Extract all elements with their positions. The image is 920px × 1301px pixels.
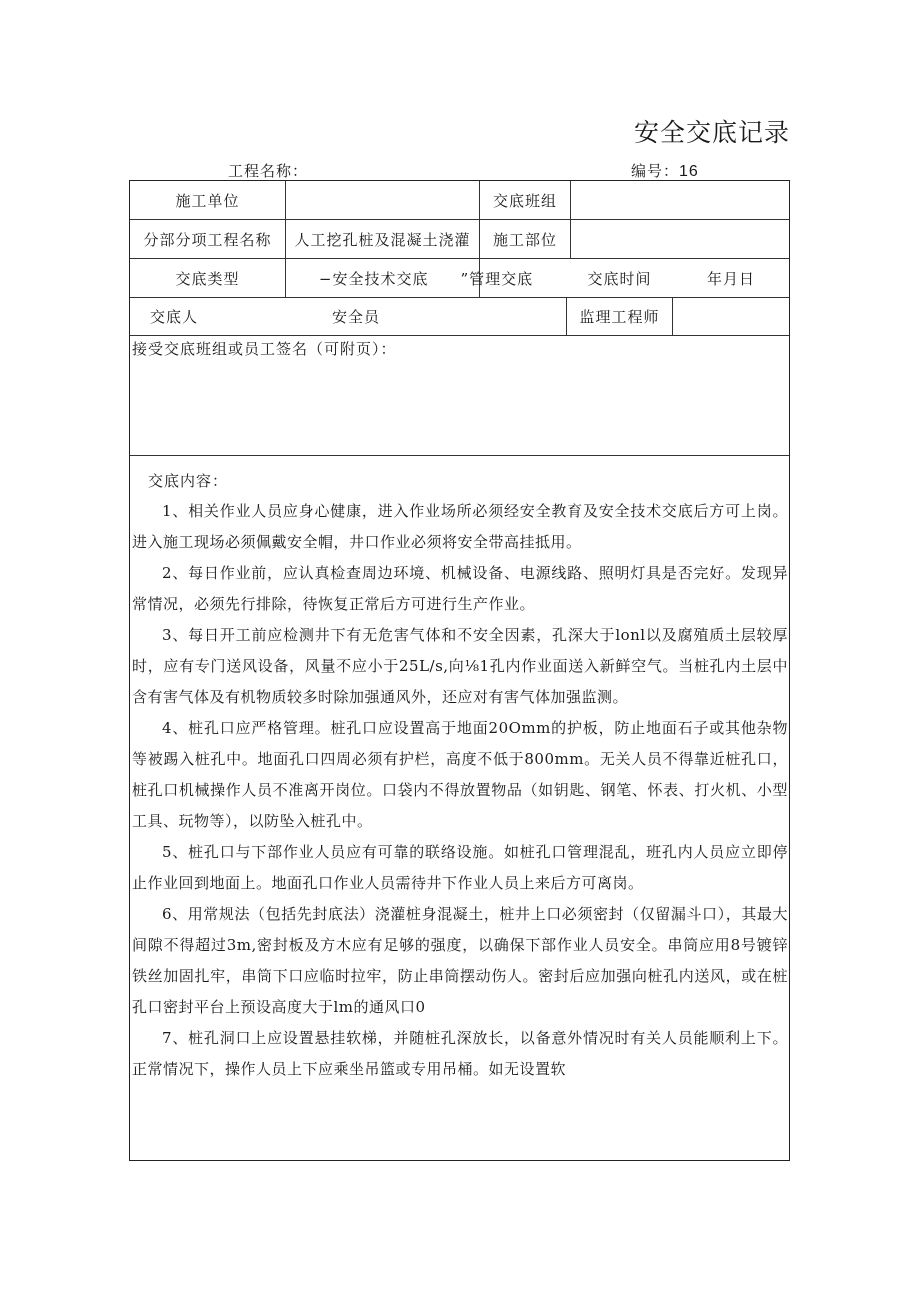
label-briefing-type: 交底类型 [175,269,240,288]
value-sub-project-name: 人工挖孔桩及混凝土浇灌 [294,230,471,249]
record-form [129,180,790,1161]
value-briefing-type: −安全技术交底 ”管理交底 [318,269,534,288]
label-briefing-team: 交底班组 [492,191,557,210]
content-heading: 交底内容： [148,472,229,490]
label-construction-unit: 施工单位 [175,191,240,210]
number-label: 编号： [631,162,680,180]
row-divider [130,335,789,336]
content-paragraph: 2、每日作业前，应认真检查周边环境、机械设备、电源线路、照明灯具是否完好。发现异常情况，必须先行排除，待恢复正常后方可进行生产作业。 [132,564,788,613]
content-paragraph: 4、桩孔口应严格管理。桩孔口应设置高于地面20Omm的护板，防止地面石子或其他杂物等被踢入桩孔中。地面孔口四周必须有护栏，高度不低于800mm。无关人员不得靠近桩孔口，桩孔口机械操作人员不准离开岗位。口袋内不得放置物品（如钥匙、钢笔、怀表、打火机、小型工具、玩物等），以防坠入桩孔中。 [132,719,788,830]
content-paragraph: 7、桩孔洞口上应设置悬挂软梯，并随桩孔深放长，以备意外情况时有关人员能顺利上下。正常情况下，操作人员上下应乘坐吊篮或专用吊桶。如无设置软 [132,1029,788,1078]
value-construction-unit [286,181,479,219]
value-construction-location [571,220,789,258]
content-paragraph: 1、相关作业人员应身心健康，进入作业场所必须经安全教育及安全技术交底后方可上岗。进入施工现场必须佩戴安全帽，井口作业必须将安全带高挂抵用。 [132,502,788,551]
value-briefing-time: 年月日 [706,269,755,288]
label-briefer: 交底人 [150,308,199,326]
value-briefing-team [571,181,789,219]
label-sub-project-name: 分部分项工程名称 [143,230,272,249]
label-construction-location: 施工部位 [492,230,557,249]
content-paragraph: 3、每日开工前应检测井下有无危害气体和不安全因素，孔深大于lonl以及腐殖质土层较厚时，应有专门送风设备，风量不应小于25L/s,向⅛1孔内作业面送入新鲜空气。当桩孔内土层中含有害气体及有机物质较多时除加强通风外，还应对有害气体加强监测。 [132,626,788,706]
value-briefer: 安全员 [331,308,380,326]
signature-label: 接受交底班组或员工签名（可附页）： [132,340,397,358]
briefing-content [132,466,788,1085]
document-number [631,160,699,181]
label-briefing-time: 交底时间 [587,269,652,288]
label-supervising-engineer: 监理工程师 [579,308,660,326]
row-divider [130,455,789,456]
number-value: 16 [679,163,699,180]
document-title: 安全交底记录 [633,118,790,147]
content-paragraph: 5、桩孔口与下部作业人员应有可靠的联络设施。如桩孔口管理混乱，班孔内人员应立即停止作业回到地面上。地面孔口作业人员需待井下作业人员上来后方可离岗。 [132,843,788,892]
project-name-label: 工程名称： [228,162,309,180]
content-paragraph: 6、用常规法（包括先封底法）浇灌桩身混凝土，桩井上口必须密封（仅留漏斗口），其最大间隙不得超过3m,密封板及方木应有足够的强度，以确保下部作业人员安全。串筒应用8号镀锌铁丝加固扎牢，串筒下口应临时拉牢，防止串筒摆动伤人。密封后应加强向桩孔内送风，或在桩孔口密封平台上预设高度大于lm的通风口0 [132,905,788,1016]
value-supervising-engineer [673,298,789,335]
